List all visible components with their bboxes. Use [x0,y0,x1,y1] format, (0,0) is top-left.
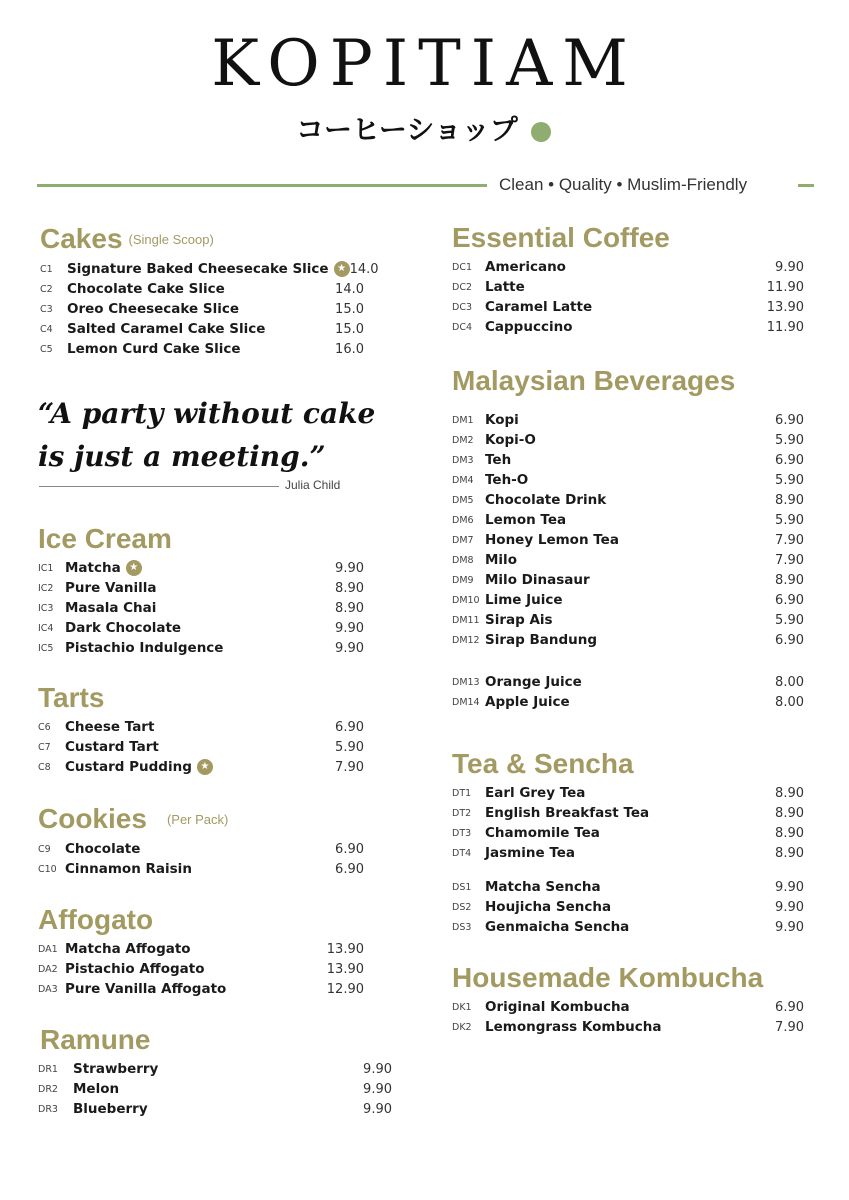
item-name: Signature Baked Cheesecake Slice ★ [67,261,350,277]
menu-item [452,450,804,470]
menu-item [38,717,364,737]
item-name: Teh [485,452,512,468]
item-price: 9.90 [775,899,804,915]
item-code: DC1 [452,261,472,273]
menu-item [38,979,364,999]
item-code: DR2 [38,1083,58,1095]
item-price: 5.90 [775,432,804,448]
item-code: C1 [40,263,53,275]
section-note: (Per Pack) [166,812,229,827]
item-price: 6.90 [335,861,364,877]
item-name: Custard Pudding ★ [65,759,335,775]
item-name: Melon [73,1081,120,1097]
menu-item [38,598,364,618]
item-price: 6.90 [775,999,804,1015]
item-price: 8.90 [775,572,804,588]
item-name: Pure Vanilla [65,580,157,596]
item-code: DS2 [452,901,472,913]
item-name: Milo [485,552,517,568]
quote-text [38,392,375,478]
item-code: DT4 [452,847,472,859]
item-price: 8.00 [775,674,804,690]
item-price: 9.90 [775,879,804,895]
item-code: DA1 [38,943,58,955]
item-price: 8.90 [335,600,364,616]
item-code: IC2 [38,582,54,594]
menu-item [38,1079,392,1099]
signature-badge-icon: ★ [126,560,142,576]
item-price: 15.0 [335,301,364,317]
menu-item [452,803,804,823]
item-name: Salted Caramel Cake Slice [67,321,266,337]
item-name: Kopi [485,412,519,428]
item-price: 7.90 [335,759,364,775]
menu-item [38,638,364,658]
item-name: Caramel Latte [485,299,593,315]
item-price: 9.90 [775,919,804,935]
header-divider-left [37,184,487,187]
section-tea-sencha [452,747,804,937]
menu-item [38,959,364,979]
menu-item [452,510,804,530]
item-code: C6 [38,721,51,733]
menu-item [452,843,804,863]
item-price: 5.90 [775,472,804,488]
item-price: 8.90 [775,825,804,841]
item-price: 9.90 [775,259,804,275]
item-name: Latte [485,279,525,295]
item-price: 11.90 [766,279,804,295]
menu-item [38,578,364,598]
item-code: DM3 [452,454,474,466]
item-code: C9 [38,843,51,855]
item-price: 8.90 [335,580,364,596]
item-code: DM8 [452,554,474,566]
item-name: Strawberry [73,1061,159,1077]
menu-item [452,877,804,897]
section-title: Cakes (Single Scoop) [40,223,214,254]
item-code: DM9 [452,574,474,586]
item-name: Apple Juice [485,694,570,710]
menu-item [452,610,804,630]
item-name: Custard Tart [65,739,159,755]
menu-item [452,277,804,297]
item-code: DM13 [452,676,480,688]
item-price: 9.90 [363,1101,392,1117]
menu-item [38,737,364,757]
header-divider-right [798,184,814,187]
item-name: Lemon Curd Cake Slice [67,341,241,357]
item-price: 13.90 [766,299,804,315]
item-code: DS1 [452,881,472,893]
menu-item [452,470,804,490]
menu-item [452,630,804,650]
menu-item [452,590,804,610]
section-cakes [40,222,379,359]
item-code: DM4 [452,474,474,486]
menu-item [452,490,804,510]
item-code: DC2 [452,281,472,293]
item-name: Chocolate Drink [485,492,607,508]
item-code: DK1 [452,1001,472,1013]
item-code: DM1 [452,414,474,426]
item-code: IC1 [38,562,54,574]
item-name: Cappuccino [485,319,573,335]
item-name: Chocolate Cake Slice [67,281,225,297]
menu-item [452,570,804,590]
item-name: Teh-O [485,472,529,488]
item-name: Kopi-O [485,432,536,448]
menu-item [452,317,804,337]
menu-item [452,917,804,937]
item-name: Lime Juice [485,592,563,608]
menu-item [38,859,364,879]
item-price: 8.90 [775,805,804,821]
menu-item [38,618,364,638]
item-code: DS3 [452,921,472,933]
menu-item [452,823,804,843]
item-name: Matcha Affogato [65,941,191,957]
quote-line-1: “A party without cake [38,397,376,430]
menu-item [38,839,364,859]
menu-item [452,672,804,692]
item-name: Matcha ★ [65,560,335,576]
item-code: DT2 [452,807,472,819]
section-ramune [38,1023,392,1119]
menu-item [40,339,364,359]
item-name: English Breakfast Tea [485,805,650,821]
item-code: DM12 [452,634,480,646]
item-price: 8.90 [775,785,804,801]
item-name: Orange Juice [485,674,582,690]
section-title: Tarts [38,682,105,713]
tagline: Clean • Quality • Muslim-Friendly [499,175,748,194]
item-price: 9.90 [335,560,364,576]
section-ice-cream [38,522,364,658]
item-price: 7.90 [775,552,804,568]
item-price: 6.90 [775,452,804,468]
item-name: Masala Chai [65,600,157,616]
item-code: DC4 [452,321,472,333]
item-name: Jasmine Tea [485,845,576,861]
item-price: 11.90 [766,319,804,335]
item-code: C10 [38,863,57,875]
item-code: DC3 [452,301,472,313]
item-name: Lemon Tea [485,512,567,528]
item-code: DM6 [452,514,474,526]
item-code: C3 [40,303,53,315]
item-price: 8.00 [775,694,804,710]
item-price: 16.0 [335,341,364,357]
item-price: 6.90 [775,632,804,648]
menu-item [38,558,364,578]
item-code: DM2 [452,434,474,446]
item-code: DT1 [452,787,472,799]
item-price: 5.90 [775,512,804,528]
menu-item [38,1099,392,1119]
item-code: DR1 [38,1063,58,1075]
item-price: 5.90 [335,739,364,755]
item-price: 9.90 [335,640,364,656]
item-name: Honey Lemon Tea [485,532,619,548]
section-title: Malaysian Beverages [452,365,736,396]
item-code: DA3 [38,983,58,995]
item-price: 15.0 [335,321,364,337]
brand-subtitle-japanese: コーヒーショップ [296,113,518,146]
item-name: Original Kombucha [485,999,630,1015]
item-code: DM14 [452,696,480,708]
item-name: Houjicha Sencha [485,899,612,915]
item-name: Blueberry [73,1101,148,1117]
item-name: Cinnamon Raisin [65,861,192,877]
item-price: 8.90 [775,492,804,508]
item-price: 6.90 [335,841,364,857]
item-code: DA2 [38,963,58,975]
section-title: Affogato [38,904,154,935]
item-code: DK2 [452,1021,472,1033]
item-price: 9.90 [335,620,364,636]
section-tarts [38,681,364,777]
item-code: DT3 [452,827,472,839]
item-code: C2 [40,283,53,295]
section-essential-coffee [452,221,804,337]
item-name: Sirap Bandung [485,632,598,648]
item-name: Earl Grey Tea [485,785,586,801]
menu-item [452,297,804,317]
item-code: DM11 [452,614,480,626]
menu-item [452,430,804,450]
item-price: 8.90 [775,845,804,861]
menu-item [38,939,364,959]
item-name: Chocolate [65,841,141,857]
menu-item [452,257,804,277]
section-title: Essential Coffee [452,222,670,253]
menu-item [452,550,804,570]
section-affogato [38,903,364,999]
item-code: DM10 [452,594,480,606]
item-code: DM5 [452,494,474,506]
menu-item [38,757,364,777]
signature-badge-icon: ★ [334,261,350,277]
quote-author: Julia Child [285,478,341,492]
section-title: Housemade Kombucha [452,962,764,993]
section-note: (Single Scoop) [128,232,214,247]
menu-item [452,530,804,550]
item-name: Oreo Cheesecake Slice [67,301,240,317]
section-title: Tea & Sencha [452,748,634,779]
menu-item [452,1017,804,1037]
item-price: 14.0 [335,281,364,297]
item-price: 6.90 [775,412,804,428]
item-code: IC3 [38,602,54,614]
section-malaysian-beverages [452,364,804,712]
menu-item [452,997,804,1017]
section-title: Ice Cream [38,523,172,554]
section-cookies [38,802,364,879]
menu-item [38,1059,392,1079]
item-code: C5 [40,343,53,355]
section-housemade-kombucha [452,961,804,1037]
quote-divider [39,486,279,487]
item-name: Sirap Ais [485,612,553,628]
item-name: Genmaicha Sencha [485,919,630,935]
item-price: 6.90 [775,592,804,608]
item-price: 7.90 [775,1019,804,1035]
signature-badge-icon: ★ [197,759,213,775]
item-price: 14.0 [349,261,379,277]
item-name: Chamomile Tea [485,825,600,841]
section-title: Cookies (Per Pack) [38,803,229,834]
menu-item [40,319,364,339]
item-name: Dark Chocolate [65,620,182,636]
item-code: C7 [38,741,51,753]
item-price: 13.90 [326,961,364,977]
item-name: Americano [485,259,566,275]
item-price: 6.90 [335,719,364,735]
quote-line-2: is just a meeting.” [38,440,326,473]
item-code: DM7 [452,534,474,546]
item-price: 12.90 [326,981,364,997]
item-code: C8 [38,761,51,773]
item-name: Lemongrass Kombucha [485,1019,662,1035]
menu-item [40,279,364,299]
item-name: Cheese Tart [65,719,155,735]
item-price: 5.90 [775,612,804,628]
menu-item [452,897,804,917]
item-name: Pistachio Affogato [65,961,205,977]
brand-title: KOPITIAM [211,27,638,101]
menu-item [452,692,804,712]
section-title: Ramune [40,1024,151,1055]
menu-item [452,410,804,430]
item-name: Pistachio Indulgence [65,640,224,656]
item-code: IC4 [38,622,54,634]
item-code: DR3 [38,1103,58,1115]
item-name: Pure Vanilla Affogato [65,981,227,997]
item-price: 9.90 [363,1081,392,1097]
menu-item [452,783,804,803]
menu-item [40,299,364,319]
item-code: IC5 [38,642,54,654]
item-name: Milo Dinasaur [485,572,590,588]
item-code: C4 [40,323,53,335]
item-price: 7.90 [775,532,804,548]
item-name: Matcha Sencha [485,879,601,895]
item-price: 13.90 [326,941,364,957]
green-dot-icon [531,122,551,142]
item-price: 9.90 [363,1061,392,1077]
menu-item [40,259,379,279]
